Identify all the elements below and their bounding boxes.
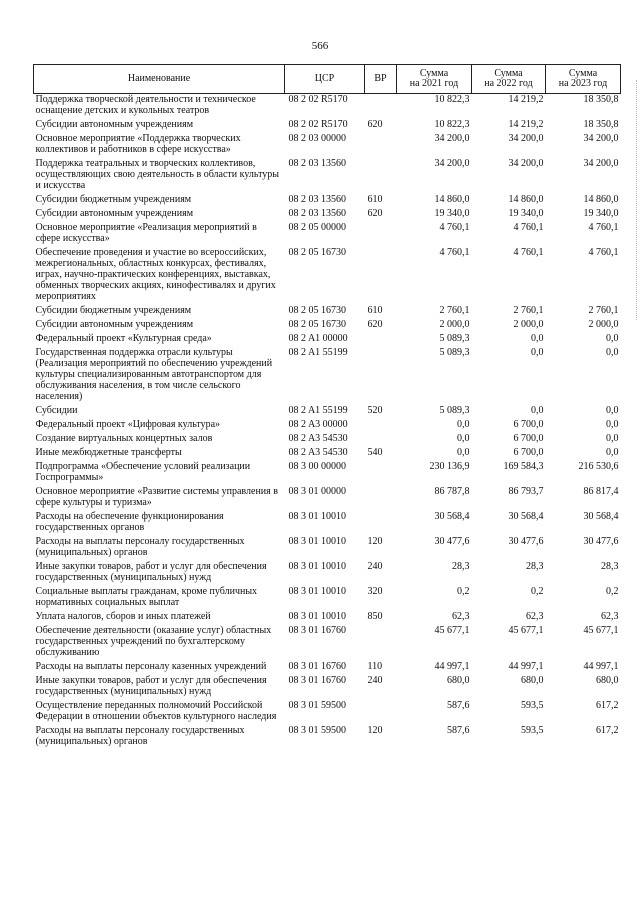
row-vr: 240	[367, 561, 383, 572]
row-vr: 120	[367, 725, 383, 736]
row-sum-2022: 30 568,4	[508, 511, 544, 522]
row-vr	[365, 461, 397, 486]
row-sum-2022: 2 760,1	[513, 305, 544, 316]
row-sum-2023: 2 760,1	[588, 305, 619, 316]
row-name: Иные закупки товаров, работ и услуг для обеспечения государственных (муниципальных) нужд	[35, 675, 267, 697]
row-sum-2022: 34 200,0	[508, 133, 544, 144]
budget-table	[33, 64, 621, 750]
row-csr: 08 2 05 00000	[288, 222, 346, 233]
row-vr	[365, 700, 397, 725]
row-vr: 320	[367, 586, 383, 597]
row-sum-2021: 30 568,4	[434, 511, 470, 522]
row-name: Субсидии бюджетным учреждениям	[35, 194, 192, 205]
table-row	[34, 611, 621, 625]
row-sum-2022: 30 477,6	[508, 536, 544, 547]
header-sum-2022	[472, 65, 546, 94]
table-row	[34, 561, 621, 586]
row-name: Субсидии бюджетным учреждениям	[35, 305, 192, 316]
row-sum-2021: 4 760,1	[439, 247, 470, 258]
row-sum-2021: 5 089,3	[439, 405, 470, 416]
row-csr: 08 2 03 13560	[288, 158, 346, 169]
row-sum-2021: 62,3	[452, 611, 470, 622]
row-sum-2021: 30 477,6	[434, 536, 470, 547]
row-name: Расходы на выплаты персоналу государственных (муниципальных) органов	[35, 725, 245, 747]
row-csr: 08 3 01 16760	[288, 625, 346, 636]
row-vr: 110	[367, 661, 383, 672]
row-sum-2023: 34 200,0	[583, 133, 619, 144]
table-row	[34, 347, 621, 405]
row-csr: 08 2 05 16730	[288, 305, 346, 316]
row-sum-2022: 44 997,1	[508, 661, 544, 672]
row-csr: 08 2 05 16730	[288, 319, 346, 330]
row-vr	[365, 433, 397, 447]
row-sum-2022: 0,0	[531, 333, 544, 344]
row-sum-2021: 587,6	[447, 700, 470, 711]
row-csr: 08 2 02 R5170	[288, 119, 348, 130]
row-name: Федеральный проект «Культурная среда»	[35, 333, 212, 344]
row-sum-2023: 14 860,0	[583, 194, 619, 205]
row-sum-2021: 14 860,0	[434, 194, 470, 205]
row-sum-2023: 0,0	[606, 419, 619, 430]
row-csr: 08 2 03 13560	[288, 194, 346, 205]
row-vr: 610	[367, 305, 383, 316]
row-vr	[365, 419, 397, 433]
table-row	[34, 461, 621, 486]
table-header-row	[34, 65, 621, 94]
row-sum-2023: 0,0	[606, 347, 619, 358]
row-sum-2022: 34 200,0	[508, 158, 544, 169]
row-sum-2023: 19 340,0	[583, 208, 619, 219]
row-sum-2021: 34 200,0	[434, 158, 470, 169]
row-name: Субсидии автономным учреждениям	[35, 119, 194, 130]
table-row	[34, 194, 621, 208]
row-sum-2021: 0,0	[457, 419, 470, 430]
row-sum-2021: 10 822,3	[434, 119, 470, 130]
row-csr: 08 3 01 16760	[288, 661, 346, 672]
row-csr: 08 2 A1 55199	[288, 347, 348, 358]
row-vr: 850	[367, 611, 383, 622]
row-sum-2022: 14 860,0	[508, 194, 544, 205]
row-csr: 08 2 05 16730	[288, 247, 346, 258]
row-name: Социальные выплаты гражданам, кроме публичных нормативных социальных выплат	[35, 586, 258, 608]
row-vr: 520	[367, 405, 383, 416]
row-name: Расходы на выплаты персоналу казенных учреждений	[35, 661, 267, 672]
row-vr: 620	[367, 119, 383, 130]
row-sum-2023: 30 477,6	[583, 536, 619, 547]
row-sum-2023: 45 677,1	[583, 625, 619, 636]
row-vr	[365, 158, 397, 194]
row-name: Федеральный проект «Цифровая культура»	[35, 419, 221, 430]
row-vr: 120	[367, 536, 383, 547]
row-sum-2021: 0,0	[457, 447, 470, 458]
row-name: Субсидии автономным учреждениям	[35, 208, 194, 219]
row-name: Осуществление переданных полномочий Российской Федерации в отношении объектов культурного наследия	[35, 700, 277, 722]
row-vr: 240	[367, 675, 383, 686]
row-csr: 08 3 01 59500	[288, 700, 346, 711]
row-csr: 08 2 03 00000	[288, 133, 346, 144]
table-row	[34, 433, 621, 447]
header-sum-2023-line1: Сумма	[568, 68, 598, 79]
row-csr: 08 2 02 R5170	[288, 94, 348, 105]
table-row	[34, 247, 621, 305]
row-sum-2021: 2 760,1	[439, 305, 470, 316]
row-vr: 610	[367, 194, 383, 205]
row-csr: 08 3 01 10010	[288, 536, 346, 547]
table-row	[34, 419, 621, 433]
row-sum-2022: 28,3	[526, 561, 544, 572]
table-row	[34, 625, 621, 661]
row-sum-2021: 44 997,1	[434, 661, 470, 672]
header-sum-2021	[397, 65, 472, 94]
row-vr	[365, 94, 397, 120]
row-sum-2023: 0,0	[606, 447, 619, 458]
row-sum-2023: 18 350,8	[583, 119, 619, 130]
row-csr: 08 2 A3 00000	[288, 419, 348, 430]
row-sum-2022: 6 700,0	[513, 433, 544, 444]
table-row	[34, 305, 621, 319]
table-row	[34, 536, 621, 561]
row-vr	[365, 511, 397, 536]
table-row	[34, 586, 621, 611]
row-csr: 08 2 A1 55199	[288, 405, 348, 416]
row-sum-2021: 680,0	[447, 675, 470, 686]
row-sum-2021: 86 787,8	[434, 486, 470, 497]
table-row	[34, 405, 621, 419]
row-name: Субсидии автономным учреждениям	[35, 319, 194, 330]
row-csr: 08 3 01 10010	[288, 561, 346, 572]
row-sum-2021: 2 000,0	[439, 319, 470, 330]
row-vr: 540	[367, 447, 383, 458]
row-sum-2022: 0,2	[531, 586, 544, 597]
table-row	[34, 133, 621, 158]
row-sum-2023: 0,0	[606, 433, 619, 444]
page-number: 566	[311, 40, 329, 52]
header-sum-2022-line2: на 2022 год	[484, 78, 533, 89]
row-name: Создание виртуальных концертных залов	[35, 433, 213, 444]
row-name: Основное мероприятие «Реализация мероприятий в сфере искусства»	[35, 222, 257, 244]
row-sum-2021: 0,2	[457, 586, 470, 597]
table-row	[34, 511, 621, 536]
row-name: Расходы на выплаты персоналу государственных (муниципальных) органов	[35, 536, 245, 558]
row-sum-2022: 0,0	[531, 347, 544, 358]
row-vr	[365, 333, 397, 347]
row-sum-2023: 680,0	[596, 675, 619, 686]
row-csr: 08 3 01 10010	[288, 586, 346, 597]
row-sum-2023: 28,3	[601, 561, 619, 572]
row-name: Подпрограмма «Обеспечение условий реализации Госпрограммы»	[35, 461, 251, 483]
row-sum-2022: 2 000,0	[513, 319, 544, 330]
row-sum-2021: 4 760,1	[439, 222, 470, 233]
row-vr: 620	[367, 208, 383, 219]
row-csr: 08 3 01 59500	[288, 725, 346, 736]
row-name: Иные межбюджетные трансферты	[35, 447, 182, 458]
table-row	[34, 725, 621, 750]
table-row	[34, 447, 621, 461]
header-sum-2021-line2: на 2021 год	[409, 78, 459, 89]
row-sum-2023: 4 760,1	[588, 222, 619, 233]
row-sum-2023: 0,0	[606, 333, 619, 344]
row-sum-2022: 19 340,0	[508, 208, 544, 219]
row-name: Обеспечение деятельности (оказание услуг) областных государственных учреждений по бухгалтерскому обслуживанию	[35, 625, 272, 658]
row-sum-2021: 230 136,9	[429, 461, 470, 472]
row-sum-2023: 34 200,0	[583, 158, 619, 169]
header-sum-2023	[546, 65, 621, 94]
row-name: Уплата налогов, сборов и иных платежей	[35, 611, 211, 622]
table-body	[34, 94, 621, 751]
table-row	[34, 94, 621, 120]
row-name: Поддержка театральных и творческих коллективов, осуществляющих свою деятельность в области культуры и искусства	[35, 158, 280, 191]
row-csr: 08 3 01 10010	[288, 611, 346, 622]
row-name: Основное мероприятие «Развитие системы управления в сфере культуры и туризма»	[35, 486, 278, 508]
row-sum-2021: 587,6	[447, 725, 470, 736]
row-sum-2023: 4 760,1	[588, 247, 619, 258]
row-csr: 08 2 A3 54530	[288, 433, 348, 444]
table-row	[34, 158, 621, 194]
row-sum-2021: 10 822,3	[434, 94, 470, 105]
table-row	[34, 222, 621, 247]
row-sum-2023: 62,3	[601, 611, 619, 622]
header-sum-2022-line1: Сумма	[494, 68, 523, 79]
header-sum-2021-line1: Сумма	[419, 68, 449, 79]
row-vr	[365, 133, 397, 158]
row-sum-2023: 0,0	[606, 405, 619, 416]
row-sum-2023: 617,2	[596, 700, 619, 711]
row-sum-2021: 28,3	[452, 561, 470, 572]
row-sum-2022: 593,5	[521, 725, 544, 736]
table-row	[34, 486, 621, 511]
row-sum-2021: 19 340,0	[434, 208, 470, 219]
row-csr: 08 2 03 13560	[288, 208, 346, 219]
scan-edge-marks	[634, 80, 637, 320]
row-vr	[365, 347, 397, 405]
row-sum-2022: 6 700,0	[513, 447, 544, 458]
table-row	[34, 208, 621, 222]
row-name: Обеспечение проведения и участие во всероссийских, межрегиональных, областных конкурсах, фестивалях, играх, научно-практических конференциях, выставках, обменных творческих акциях, кинофестивалях и других мероприятиях	[35, 247, 276, 302]
row-sum-2022: 4 760,1	[513, 247, 544, 258]
row-sum-2023: 44 997,1	[583, 661, 619, 672]
row-sum-2023: 86 817,4	[583, 486, 619, 497]
row-csr: 08 3 01 16760	[288, 675, 346, 686]
header-name: Наименование	[34, 65, 285, 94]
row-sum-2023: 30 568,4	[583, 511, 619, 522]
row-vr	[365, 247, 397, 305]
row-csr: 08 3 01 00000	[288, 486, 346, 497]
row-sum-2022: 680,0	[521, 675, 544, 686]
row-sum-2023: 2 000,0	[588, 319, 619, 330]
table-row	[34, 333, 621, 347]
row-vr: 620	[367, 319, 383, 330]
row-sum-2023: 0,2	[606, 586, 619, 597]
row-sum-2022: 0,0	[531, 405, 544, 416]
header-vr: ВР	[365, 65, 397, 94]
row-csr: 08 3 00 00000	[288, 461, 346, 472]
row-sum-2021: 34 200,0	[434, 133, 470, 144]
table-row	[34, 700, 621, 725]
row-sum-2021: 45 677,1	[434, 625, 470, 636]
row-sum-2022: 62,3	[526, 611, 544, 622]
row-sum-2023: 617,2	[596, 725, 619, 736]
header-csr: ЦСР	[285, 65, 365, 94]
row-csr: 08 2 A1 00000	[288, 333, 348, 344]
row-sum-2022: 169 584,3	[503, 461, 544, 472]
row-vr	[365, 222, 397, 247]
row-vr	[365, 625, 397, 661]
table-row	[34, 675, 621, 700]
row-name: Расходы на обеспечение функционирования государственных органов	[35, 511, 224, 533]
row-name: Государственная поддержка отрасли культуры (Реализация мероприятий по обеспечению учреждений культуры специализированным автотранспортом для обслуживания населения, в том числе сельского населения)	[35, 347, 273, 402]
row-sum-2021: 5 089,3	[439, 333, 470, 344]
row-sum-2023: 18 350,8	[583, 94, 619, 105]
row-sum-2022: 45 677,1	[508, 625, 544, 636]
row-csr: 08 2 A3 54530	[288, 447, 348, 458]
row-sum-2022: 14 219,2	[508, 94, 544, 105]
table-row	[34, 319, 621, 333]
row-sum-2022: 4 760,1	[513, 222, 544, 233]
row-sum-2021: 5 089,3	[439, 347, 470, 358]
row-sum-2021: 0,0	[457, 433, 470, 444]
row-sum-2022: 86 793,7	[508, 486, 544, 497]
row-name: Поддержка творческой деятельности и техническое оснащение детских и кукольных театров	[35, 94, 256, 116]
row-csr: 08 3 01 10010	[288, 511, 346, 522]
row-sum-2022: 14 219,2	[508, 119, 544, 130]
table-row	[34, 119, 621, 133]
header-sum-2023-line2: на 2023 год	[558, 78, 608, 89]
row-name: Основное мероприятие «Поддержка творческих коллективов и работников в сфере искусства»	[35, 133, 241, 155]
row-sum-2023: 216 530,6	[578, 461, 619, 472]
row-sum-2022: 593,5	[521, 700, 544, 711]
row-vr	[365, 486, 397, 511]
row-sum-2022: 6 700,0	[513, 419, 544, 430]
row-name: Субсидии	[35, 405, 78, 416]
table-row	[34, 661, 621, 675]
row-name: Иные закупки товаров, работ и услуг для обеспечения государственных (муниципальных) нужд	[35, 561, 267, 583]
